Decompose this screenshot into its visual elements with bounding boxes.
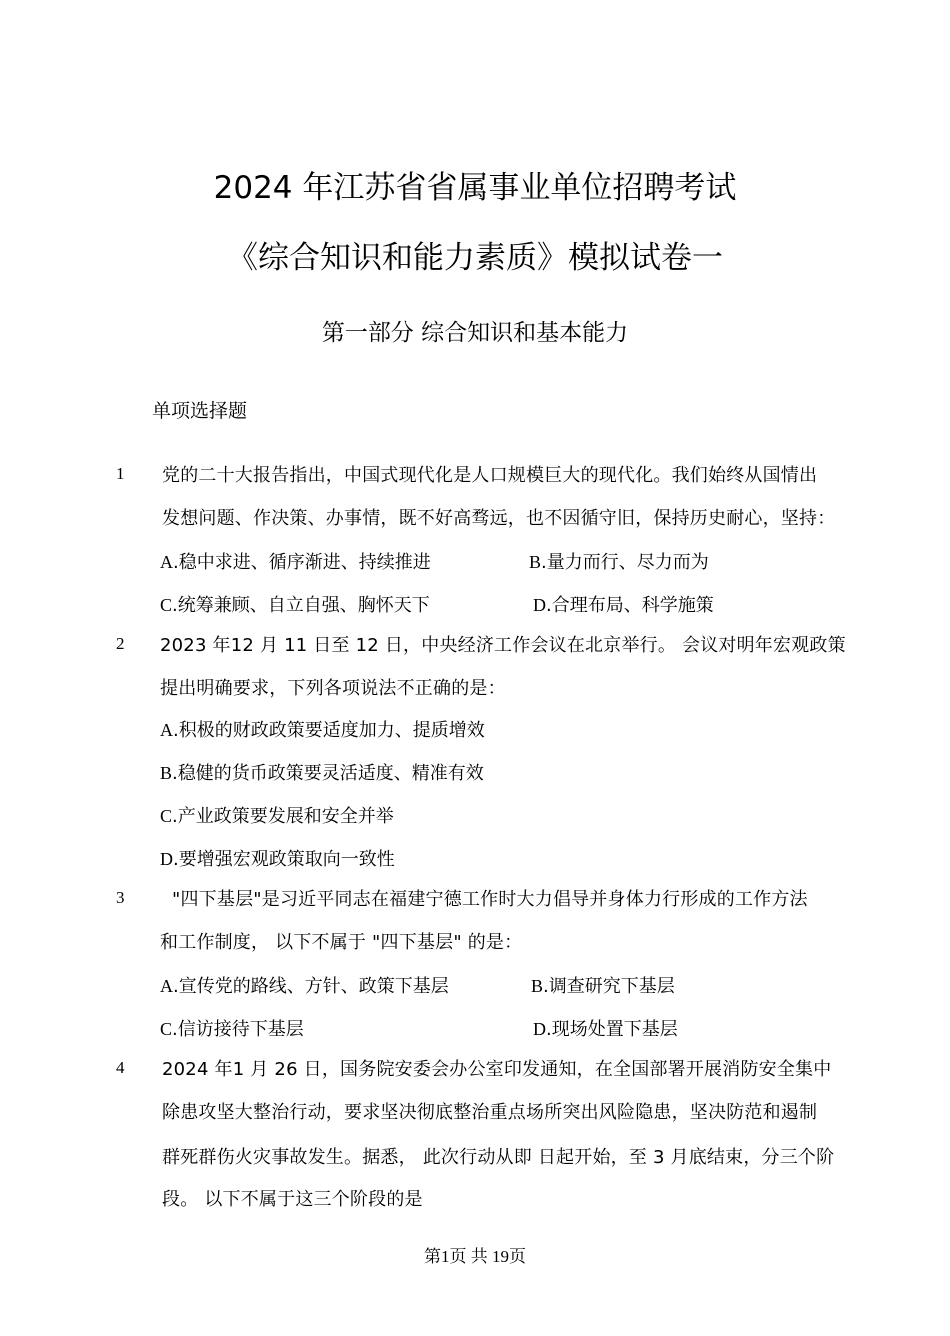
option-letter: C — [160, 806, 173, 826]
question-text-line: 除患攻坚大整治行动，要求坚决彻底整治重点场所突出风险隐患，坚决防范和遏制 — [162, 1102, 818, 1123]
question-text-line: 2024 年1 月 26 日，国务院安委会办公室印发通知，在全国部署开展消防安全集中 — [162, 1059, 832, 1080]
part-heading: 第一部分 综合知识和基本能力 — [321, 320, 629, 346]
option-text: 要增强宏观政策取向一致性 — [178, 849, 395, 870]
question-number: 3 — [116, 888, 125, 907]
option-letter: D — [533, 595, 546, 615]
question-number: 1 — [116, 464, 125, 483]
option-letter: B — [160, 763, 173, 783]
option-letter: C — [160, 595, 173, 615]
document-title-line-1: 2024 年江苏省省属事业单位招聘考试 — [213, 170, 737, 206]
option-c[interactable]: C.产业政策要发展和安全并举 — [160, 806, 394, 827]
option-a[interactable]: A.稳中求进、循序渐进、持续推进 — [160, 552, 431, 573]
option-d[interactable]: D.现场处置下基层 — [533, 1019, 678, 1040]
option-b[interactable]: B.量力而行、尽力而为 — [529, 552, 709, 573]
option-text: 统筹兼顾、自立自强、胸怀天下 — [177, 595, 430, 616]
question-text-line: 提出明确要求，下列各项说法不正确的是： — [160, 678, 506, 699]
option-letter: A — [160, 720, 173, 740]
question-text-line: 段。 以下不属于这三个阶段的是 — [162, 1189, 423, 1210]
option-letter: D — [533, 1019, 546, 1039]
option-text: 信访接待下基层 — [177, 1019, 304, 1040]
option-letter: D — [160, 849, 173, 869]
page-number-footer: 第1页 共 19页 — [424, 1247, 526, 1266]
option-text: 宣传党的路线、方针、政策下基层 — [178, 976, 449, 997]
option-a[interactable]: A.宣传党的路线、方针、政策下基层 — [160, 976, 449, 997]
option-a[interactable]: A.积极的财政政策要适度加力、提质增效 — [160, 720, 485, 741]
option-text: 产业政策要发展和安全并举 — [177, 806, 394, 827]
option-d[interactable]: D.合理布局、科学施策 — [533, 595, 714, 616]
question-text-line: "四下基层"是习近平同志在福建宁德工作时大力倡导并身体力行形成的工作方法 — [172, 889, 808, 910]
option-c[interactable]: C.统筹兼顾、自立自强、胸怀天下 — [160, 595, 430, 616]
option-text: 稳中求进、循序渐进、持续推进 — [178, 552, 431, 573]
option-letter: A — [160, 976, 173, 996]
option-letter: B — [529, 552, 542, 572]
question-text-line: 发想问题、作决策、办事情，既不好高骛远，也不因循守旧，保持历史耐心，坚持： — [162, 508, 836, 529]
question-number: 2 — [116, 634, 125, 653]
question-text-line: 2023 年12 月 11 日至 12 日，中央经济工作会议在北京举行。 会议对明年宏观政策 — [160, 635, 846, 656]
option-text: 现场处置下基层 — [551, 1019, 678, 1040]
option-text: 合理布局、科学施策 — [551, 595, 714, 616]
option-letter: A — [160, 552, 173, 572]
option-text: 量力而行、尽力而为 — [546, 552, 709, 573]
question-number: 4 — [116, 1058, 125, 1077]
option-letter: C — [160, 1019, 173, 1039]
question-text-line: 和工作制度， 以下不属于 "四下基层" 的是： — [160, 932, 523, 953]
option-b[interactable]: B.稳健的货币政策要灵活适度、精准有效 — [160, 763, 484, 784]
option-text: 积极的财政政策要适度加力、提质增效 — [178, 720, 485, 741]
question-text-line: 党的二十大报告指出，中国式现代化是人口规模巨大的现代化。我们始终从国情出 — [162, 465, 818, 486]
section-label: 单项选择题 — [152, 400, 248, 422]
option-text: 稳健的货币政策要灵活适度、精准有效 — [177, 763, 484, 784]
option-d[interactable]: D.要增强宏观政策取向一致性 — [160, 849, 395, 870]
option-b[interactable]: B.调查研究下基层 — [531, 976, 675, 997]
option-text: 调查研究下基层 — [548, 976, 675, 997]
option-letter: B — [531, 976, 544, 996]
option-c[interactable]: C.信访接待下基层 — [160, 1019, 304, 1040]
document-title-line-2: 《综合知识和能力素质》模拟试卷一 — [227, 240, 723, 276]
question-text-line: 群死群伤火灾事故发生。据悉， 此次行动从即 日起开始，至 3 月底结束，分三个阶 — [162, 1147, 835, 1168]
